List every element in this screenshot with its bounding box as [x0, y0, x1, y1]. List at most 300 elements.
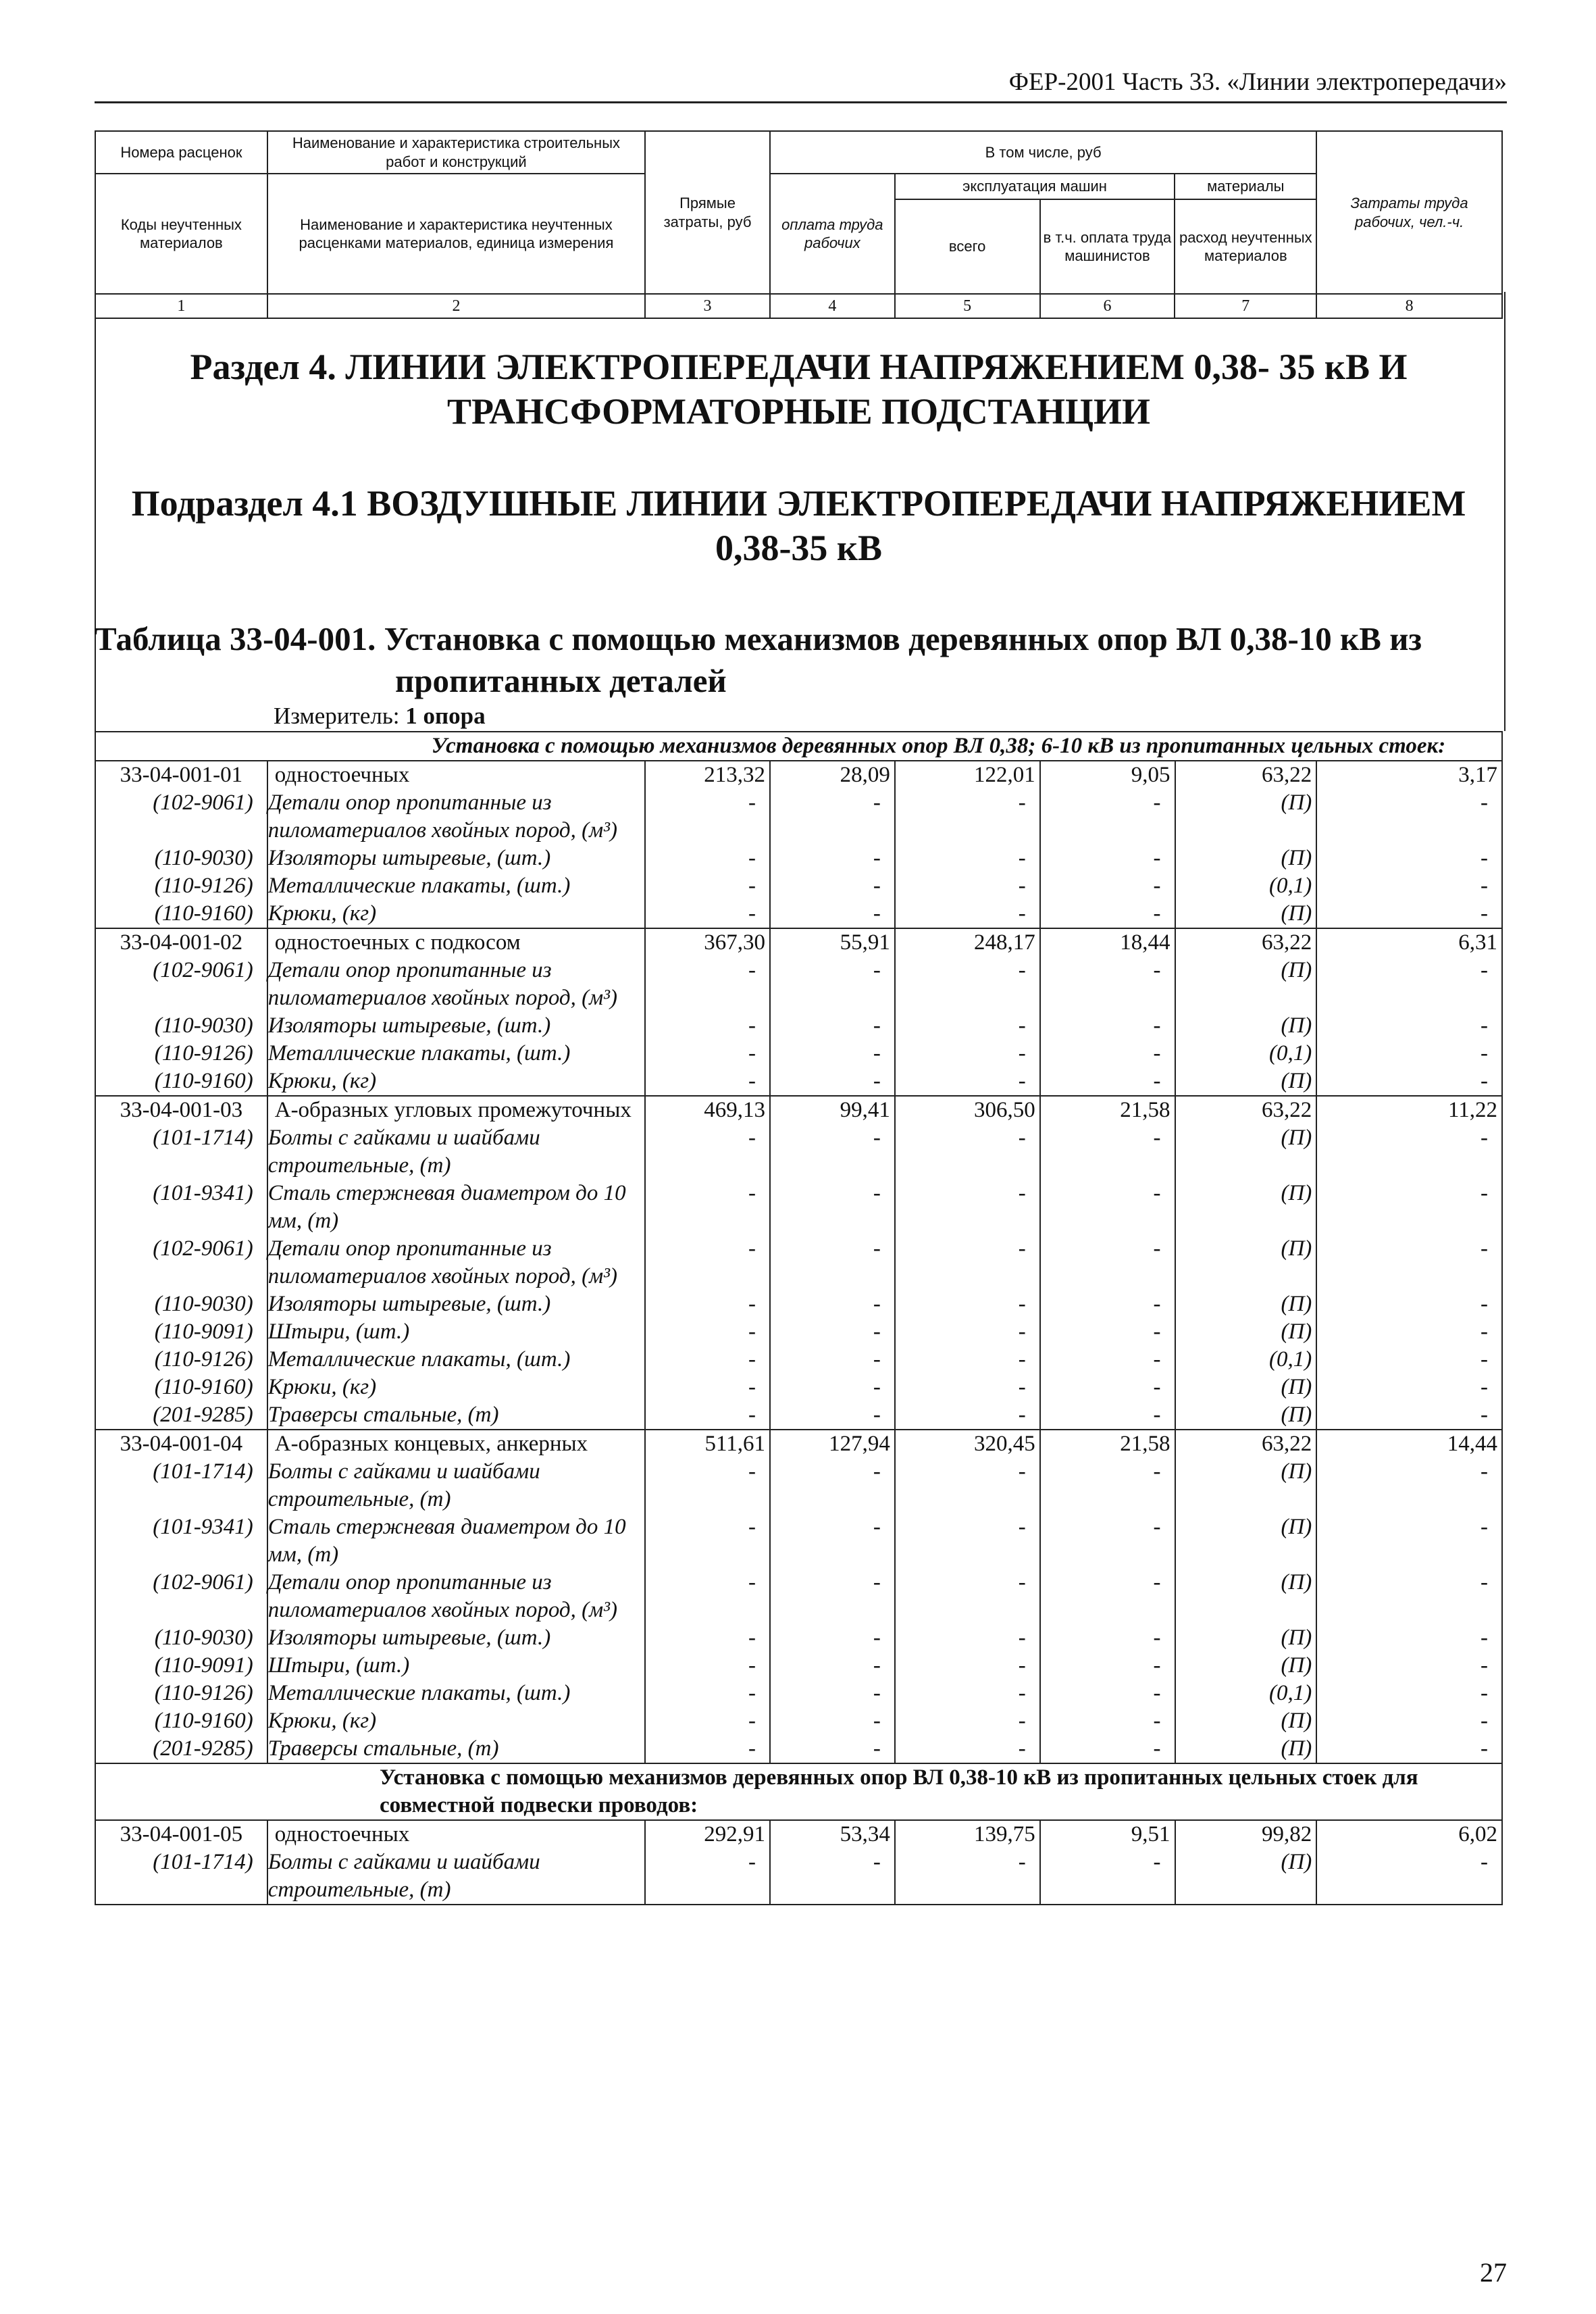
value-cell: - [1040, 957, 1175, 1012]
value-cell: - [895, 845, 1040, 872]
value-cell: - [1316, 1374, 1502, 1401]
material-row [95, 845, 1502, 872]
rate-code: 33-04-001-02 [95, 928, 267, 957]
value-cell: - [645, 957, 770, 1012]
value-cell: - [895, 1707, 1040, 1735]
material-code: (110-9160) [95, 1067, 267, 1096]
material-row [95, 1513, 1502, 1569]
value-cell: 28,09 [770, 761, 895, 789]
value-cell: - [645, 1067, 770, 1096]
material-code: (101-9341) [95, 1180, 267, 1235]
material-code: (110-9091) [95, 1318, 267, 1346]
value-cell: (П) [1175, 1848, 1317, 1905]
value-cell: - [1316, 900, 1502, 928]
material-row [95, 1180, 1502, 1235]
value-cell: 248,17 [895, 928, 1040, 957]
value-cell: (П) [1175, 1318, 1317, 1346]
value-cell: - [1316, 1680, 1502, 1707]
value-cell: - [770, 1848, 895, 1905]
material-row [95, 1707, 1502, 1735]
material-row [95, 1569, 1502, 1624]
material-row [95, 1318, 1502, 1346]
value-cell: (0,1) [1175, 1346, 1317, 1374]
material-row [95, 1848, 1502, 1905]
material-code: (110-9030) [95, 1012, 267, 1040]
value-cell: - [895, 1318, 1040, 1346]
header-direct-costs: Прямые затраты, руб [645, 131, 770, 294]
value-cell: - [1040, 1458, 1175, 1513]
material-code: (110-9160) [95, 1374, 267, 1401]
material-row [95, 957, 1502, 1012]
header-codes: Коды неучтенных материалов [95, 174, 267, 294]
material-row [95, 1680, 1502, 1707]
value-cell: - [895, 1124, 1040, 1180]
value-cell: (П) [1175, 900, 1317, 928]
value-cell: - [895, 1040, 1040, 1067]
value-cell: - [770, 1652, 895, 1680]
value-cell: - [645, 1624, 770, 1652]
value-cell: - [895, 872, 1040, 900]
material-code: (110-9030) [95, 1290, 267, 1318]
material-row [95, 1346, 1502, 1374]
material-name: Крюки, (кг) [267, 1707, 645, 1735]
value-cell: 99,82 [1175, 1820, 1317, 1848]
value-cell: - [1040, 1735, 1175, 1763]
value-cell: 367,30 [645, 928, 770, 957]
group-heading-row [95, 1763, 1502, 1820]
value-cell: - [1040, 1067, 1175, 1096]
value-cell: - [645, 1290, 770, 1318]
meter-value: 1 опора [405, 703, 486, 729]
value-cell: - [645, 872, 770, 900]
value-cell: - [895, 1458, 1040, 1513]
value-cell: - [895, 1180, 1040, 1235]
material-code: (201-9285) [95, 1401, 267, 1430]
value-cell: - [645, 1652, 770, 1680]
material-name: Изоляторы штыревые, (шт.) [267, 1290, 645, 1318]
material-name: Металлические плакаты, (шт.) [267, 1680, 645, 1707]
value-cell: - [645, 1513, 770, 1569]
value-cell: (П) [1175, 1624, 1317, 1652]
value-cell: - [895, 1624, 1040, 1652]
value-cell: (П) [1175, 1569, 1317, 1624]
value-cell: - [1040, 1290, 1175, 1318]
value-cell: - [1316, 1318, 1502, 1346]
value-cell: 53,34 [770, 1820, 895, 1848]
material-code: (101-9341) [95, 1513, 267, 1569]
material-name: Крюки, (кг) [267, 900, 645, 928]
value-cell: - [770, 1067, 895, 1096]
value-cell: - [1040, 1848, 1175, 1905]
table-header [95, 130, 1503, 319]
value-cell: - [1040, 1401, 1175, 1430]
material-name: Штыри, (шт.) [267, 1652, 645, 1680]
material-code: (110-9091) [95, 1652, 267, 1680]
value-cell: 122,01 [895, 761, 1040, 789]
value-cell: - [770, 1458, 895, 1513]
value-cell: - [1040, 1124, 1175, 1180]
value-cell: - [1040, 900, 1175, 928]
material-name: Детали опор пропитанные из пиломатериалов хвойных пород, (м³) [267, 1569, 645, 1624]
value-cell: - [895, 1235, 1040, 1290]
column-number: 2 [267, 294, 645, 318]
value-cell: - [895, 1680, 1040, 1707]
material-code: (101-1714) [95, 1848, 267, 1905]
value-cell: - [645, 1012, 770, 1040]
rate-code: 33-04-001-04 [95, 1430, 267, 1458]
value-cell: - [1316, 1569, 1502, 1624]
material-code: (110-9126) [95, 1346, 267, 1374]
column-number: 6 [1040, 294, 1175, 318]
value-cell: - [770, 1401, 895, 1430]
value-cell: 21,58 [1040, 1096, 1175, 1124]
value-cell: (П) [1175, 1290, 1317, 1318]
value-cell: (0,1) [1175, 1680, 1317, 1707]
value-cell: 469,13 [645, 1096, 770, 1124]
value-cell: - [1316, 1624, 1502, 1652]
value-cell: (П) [1175, 1180, 1317, 1235]
value-cell: - [895, 1652, 1040, 1680]
rate-row [95, 1430, 1502, 1458]
material-row [95, 1401, 1502, 1430]
value-cell: - [895, 789, 1040, 845]
value-cell: - [770, 1040, 895, 1067]
value-cell: - [1040, 1318, 1175, 1346]
rate-row [95, 1820, 1502, 1848]
meter [274, 703, 486, 730]
material-name: Болты с гайками и шайбами строительные, (т) [267, 1458, 645, 1513]
running-header: ФЕР-2001 Часть 33. «Линии электропередачи» [1008, 68, 1507, 96]
material-name: Изоляторы штыревые, (шт.) [267, 1012, 645, 1040]
value-cell: - [1040, 872, 1175, 900]
column-number: 1 [95, 294, 267, 318]
value-cell: - [645, 1569, 770, 1624]
value-cell: - [895, 1012, 1040, 1040]
material-row [95, 1624, 1502, 1652]
value-cell: - [895, 1735, 1040, 1763]
material-code: (110-9030) [95, 1624, 267, 1652]
value-cell: (П) [1175, 789, 1317, 845]
rate-name: А-образных концевых, анкерных [267, 1430, 645, 1458]
value-cell: - [645, 1040, 770, 1067]
header-labor-pay: оплата труда рабочих [770, 174, 895, 294]
header-machine-operation: эксплуатация машин [895, 174, 1175, 199]
value-cell: - [1316, 1458, 1502, 1513]
value-cell: 292,91 [645, 1820, 770, 1848]
value-cell: 6,02 [1316, 1820, 1502, 1848]
value-cell: - [1040, 1513, 1175, 1569]
value-cell: - [1040, 1374, 1175, 1401]
value-cell: - [770, 957, 895, 1012]
value-cell: - [645, 1401, 770, 1430]
group-heading: Установка с помощью механизмов деревянных опор ВЛ 0,38-10 кВ из пропитанных цельных стоек для совместной подвески проводов: [95, 1763, 1502, 1820]
value-cell: 18,44 [1040, 928, 1175, 957]
material-name: Металлические плакаты, (шт.) [267, 872, 645, 900]
material-name: Траверсы стальные, (т) [267, 1735, 645, 1763]
material-row [95, 1374, 1502, 1401]
value-cell: (П) [1175, 1652, 1317, 1680]
value-cell: - [645, 1235, 770, 1290]
material-name: Детали опор пропитанные из пиломатериалов хвойных пород, (м³) [267, 957, 645, 1012]
value-cell: - [1040, 1624, 1175, 1652]
value-cell: (П) [1175, 1401, 1317, 1430]
value-cell: - [1040, 1012, 1175, 1040]
value-cell: 6,31 [1316, 928, 1502, 957]
material-row [95, 1067, 1502, 1096]
value-cell: - [895, 900, 1040, 928]
value-cell: - [1316, 789, 1502, 845]
material-row [95, 1652, 1502, 1680]
material-code: (102-9061) [95, 957, 267, 1012]
value-cell: - [1040, 1680, 1175, 1707]
value-cell: - [645, 1124, 770, 1180]
value-cell: (П) [1175, 1458, 1317, 1513]
value-cell: (П) [1175, 1067, 1317, 1096]
value-cell: - [1316, 1235, 1502, 1290]
rate-name: А-образных угловых промежуточных [267, 1096, 645, 1124]
value-cell: - [1040, 1235, 1175, 1290]
value-cell: - [770, 1624, 895, 1652]
material-row [95, 1290, 1502, 1318]
header-including: В том числе, руб [770, 131, 1316, 174]
header-material-consumption: расход неучтенных материалов [1175, 199, 1316, 294]
material-code: (102-9061) [95, 789, 267, 845]
value-cell: - [645, 900, 770, 928]
value-cell: (0,1) [1175, 872, 1317, 900]
material-code: (102-9061) [95, 1569, 267, 1624]
value-cell: - [1316, 1707, 1502, 1735]
group-heading: Установка с помощью механизмов деревянных опор ВЛ 0,38; 6-10 кВ из пропитанных цельных стоек: [95, 732, 1502, 761]
header-name-works: Наименование и характеристика строительных работ и конструкций [267, 131, 645, 174]
column-number: 8 [1316, 294, 1502, 318]
value-cell: 127,94 [770, 1430, 895, 1458]
page-number: 27 [1480, 2257, 1507, 2288]
value-cell: - [645, 1680, 770, 1707]
material-code: (101-1714) [95, 1458, 267, 1513]
value-cell: - [645, 1180, 770, 1235]
value-cell: - [645, 1374, 770, 1401]
material-code: (110-9160) [95, 900, 267, 928]
value-cell: 14,44 [1316, 1430, 1502, 1458]
value-cell: - [770, 1513, 895, 1569]
meter-label: Измеритель: [274, 703, 400, 729]
value-cell: - [1040, 1180, 1175, 1235]
material-name: Изоляторы штыревые, (шт.) [267, 845, 645, 872]
rate-code: 33-04-001-01 [95, 761, 267, 789]
material-code: (201-9285) [95, 1735, 267, 1763]
value-cell: (П) [1175, 1735, 1317, 1763]
rates-table [95, 731, 1503, 1905]
value-cell: - [895, 1374, 1040, 1401]
material-code: (110-9160) [95, 1707, 267, 1735]
value-cell: 320,45 [895, 1430, 1040, 1458]
value-cell: (П) [1175, 845, 1317, 872]
value-cell: - [770, 1735, 895, 1763]
material-name: Траверсы стальные, (т) [267, 1401, 645, 1430]
material-code: (110-9126) [95, 1040, 267, 1067]
value-cell: 55,91 [770, 928, 895, 957]
value-cell: - [1040, 1707, 1175, 1735]
value-cell: - [770, 1124, 895, 1180]
value-cell: - [645, 845, 770, 872]
value-cell: - [1040, 1346, 1175, 1374]
header-rule [95, 101, 1507, 103]
material-name: Детали опор пропитанные из пиломатериалов хвойных пород, (м³) [267, 1235, 645, 1290]
material-code: (102-9061) [95, 1235, 267, 1290]
value-cell: - [645, 789, 770, 845]
value-cell: (П) [1175, 1235, 1317, 1290]
value-cell: - [895, 1401, 1040, 1430]
rate-row [95, 761, 1502, 789]
value-cell: (П) [1175, 1707, 1317, 1735]
material-name: Штыри, (шт.) [267, 1318, 645, 1346]
value-cell: 213,32 [645, 761, 770, 789]
value-cell: - [770, 1290, 895, 1318]
material-name: Сталь стержневая диаметром до 10 мм, (т) [267, 1180, 645, 1235]
value-cell: - [770, 789, 895, 845]
value-cell: 63,22 [1175, 1430, 1317, 1458]
value-cell: - [645, 1458, 770, 1513]
material-name: Металлические плакаты, (шт.) [267, 1040, 645, 1067]
value-cell: - [1040, 1040, 1175, 1067]
value-cell: - [645, 1735, 770, 1763]
value-cell: - [770, 1374, 895, 1401]
rate-row [95, 1096, 1502, 1124]
value-cell: - [1316, 1012, 1502, 1040]
value-cell: - [1316, 845, 1502, 872]
column-number: 5 [895, 294, 1040, 318]
rate-name: одностоечных [267, 761, 645, 789]
value-cell: (П) [1175, 1124, 1317, 1180]
material-row [95, 1040, 1502, 1067]
material-row [95, 1124, 1502, 1180]
value-cell: 3,17 [1316, 761, 1502, 789]
value-cell: - [1316, 1180, 1502, 1235]
value-cell: 9,51 [1040, 1820, 1175, 1848]
value-cell: 99,41 [770, 1096, 895, 1124]
material-name: Сталь стержневая диаметром до 10 мм, (т) [267, 1513, 645, 1569]
value-cell: - [770, 1680, 895, 1707]
value-cell: - [895, 1848, 1040, 1905]
material-row [95, 1458, 1502, 1513]
material-name: Болты с гайками и шайбами строительные, (т) [267, 1848, 645, 1905]
value-cell: 139,75 [895, 1820, 1040, 1848]
value-cell: - [1316, 1040, 1502, 1067]
rate-name: одностоечных [267, 1820, 645, 1848]
rate-row [95, 928, 1502, 957]
value-cell: - [770, 1707, 895, 1735]
value-cell: (П) [1175, 1374, 1317, 1401]
value-cell: - [645, 1346, 770, 1374]
value-cell: - [770, 900, 895, 928]
value-cell: - [1040, 1569, 1175, 1624]
value-cell: - [1316, 1290, 1502, 1318]
value-cell: 11,22 [1316, 1096, 1502, 1124]
table-title [95, 618, 1503, 702]
value-cell: - [770, 1318, 895, 1346]
value-cell: - [1040, 789, 1175, 845]
material-code: (110-9030) [95, 845, 267, 872]
value-cell: - [1316, 1513, 1502, 1569]
material-name: Болты с гайками и шайбами строительные, (т) [267, 1124, 645, 1180]
value-cell: - [645, 1707, 770, 1735]
value-cell: - [1316, 1735, 1502, 1763]
value-cell: - [1316, 957, 1502, 1012]
value-cell: 63,22 [1175, 928, 1317, 957]
rate-name: одностоечных с подкосом [267, 928, 645, 957]
value-cell: (П) [1175, 1012, 1317, 1040]
material-row [95, 1235, 1502, 1290]
header-machinist-pay: в т.ч. оплата труда машинистов [1040, 199, 1175, 294]
value-cell: (П) [1175, 1513, 1317, 1569]
value-cell: - [895, 1290, 1040, 1318]
value-cell: - [895, 1346, 1040, 1374]
value-cell: - [1316, 1067, 1502, 1096]
value-cell: 306,50 [895, 1096, 1040, 1124]
value-cell: - [1040, 1652, 1175, 1680]
value-cell: - [645, 1318, 770, 1346]
subsection-title: Подраздел 4.1 ВОЗДУШНЫЕ ЛИНИИ ЭЛЕКТРОПЕРЕДАЧИ НАПРЯЖЕНИЕМ 0,38-35 кВ [131, 483, 1466, 568]
header-rate-number: Номера расценок [95, 131, 267, 174]
value-cell: - [770, 1346, 895, 1374]
material-code: (110-9126) [95, 1680, 267, 1707]
material-name: Металлические плакаты, (шт.) [267, 1346, 645, 1374]
value-cell: - [770, 845, 895, 872]
value-cell: 9,05 [1040, 761, 1175, 789]
value-cell: - [1316, 1848, 1502, 1905]
header-labor-costs: Затраты труда рабочих, чел.-ч. [1316, 131, 1502, 294]
material-name: Детали опор пропитанные из пиломатериалов хвойных пород, (м³) [267, 789, 645, 845]
value-cell: 63,22 [1175, 1096, 1317, 1124]
material-name: Крюки, (кг) [267, 1067, 645, 1096]
value-cell: - [1316, 1124, 1502, 1180]
value-cell: (0,1) [1175, 1040, 1317, 1067]
material-row [95, 1012, 1502, 1040]
value-cell: - [895, 957, 1040, 1012]
material-code: (110-9126) [95, 872, 267, 900]
material-row [95, 900, 1502, 928]
value-cell: - [645, 1848, 770, 1905]
value-cell: - [1316, 1401, 1502, 1430]
group-heading-row [95, 732, 1502, 761]
value-cell: 511,61 [645, 1430, 770, 1458]
material-code: (101-1714) [95, 1124, 267, 1180]
value-cell: - [770, 1012, 895, 1040]
rate-code: 33-04-001-03 [95, 1096, 267, 1124]
value-cell: - [770, 1569, 895, 1624]
rate-code: 33-04-001-05 [95, 1820, 267, 1848]
value-cell: (П) [1175, 957, 1317, 1012]
value-cell: - [770, 1180, 895, 1235]
material-row [95, 789, 1502, 845]
value-cell: - [1316, 1652, 1502, 1680]
column-number: 4 [770, 294, 895, 318]
table-title-line1: Таблица 33-04-001. Установка с помощью механизмов деревянных опор ВЛ 0,38-10 кВ из [95, 620, 1422, 657]
value-cell: - [1316, 872, 1502, 900]
value-cell: 63,22 [1175, 761, 1317, 789]
material-name: Изоляторы штыревые, (шт.) [267, 1624, 645, 1652]
value-cell: - [895, 1513, 1040, 1569]
value-cell: - [1316, 1346, 1502, 1374]
header-total: всего [895, 199, 1040, 294]
column-number: 7 [1175, 294, 1316, 318]
value-cell: - [895, 1569, 1040, 1624]
section-title: Раздел 4. ЛИНИИ ЭЛЕКТРОПЕРЕДАЧИ НАПРЯЖЕНИЕМ 0,38- 35 кВ И ТРАНСФОРМАТОРНЫЕ ПОДСТАНЦИИ [190, 347, 1408, 432]
header-name-materials: Наименование и характеристика неучтенных расценками материалов, единица измерения [267, 174, 645, 294]
header-materials: материалы [1175, 174, 1316, 199]
table-title-line2: пропитанных деталей [395, 662, 727, 699]
value-cell: 21,58 [1040, 1430, 1175, 1458]
